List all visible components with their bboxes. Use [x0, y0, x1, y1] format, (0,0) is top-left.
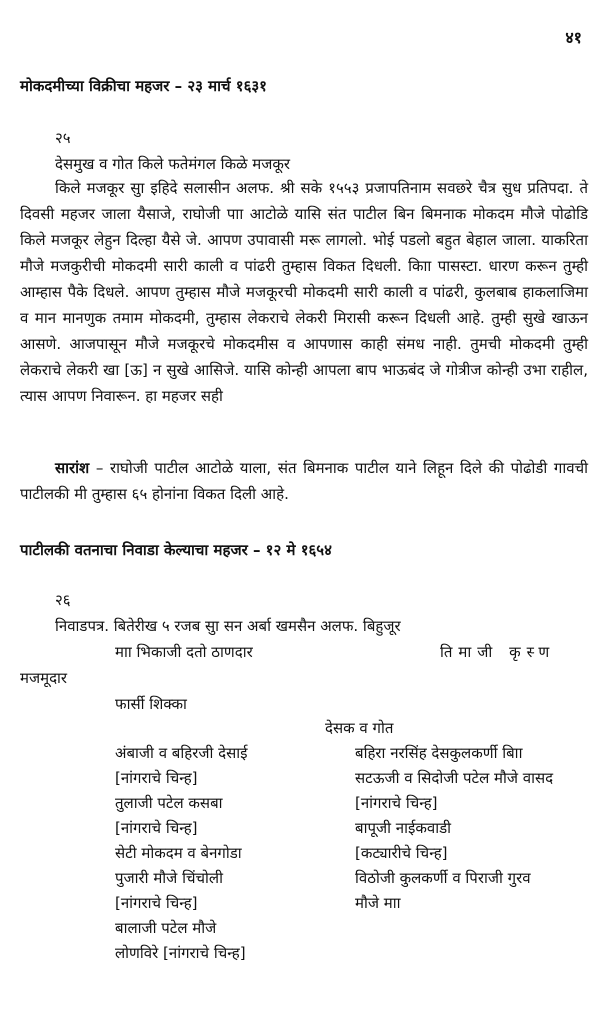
nivadpatra-line: निवाडपत्र. बितेरीख ५ रजब सुा सन अर्बा खमसैन अलफ. बिहुजूर	[55, 617, 401, 635]
right-signatory: [कट्यारीचे चिन्ह]	[355, 844, 448, 862]
summary-label: सारांश	[55, 459, 90, 477]
official-name-right: तिमाजी कृस्ण	[440, 643, 556, 661]
left-signatory: बालाजी पटेल मौजे	[115, 919, 217, 937]
body-text: किले मजकूर सुा इहिदे सलासीन अलफ. श्री सके १५५३ प्रजापतिनाम सवछरे चैत्र सुध प्रतिपदा. ते दिवसी महजर जाला यैसाजे, राघोजी पाा आटोळे यासि संत पाटील बिन बिमनाक मोकदम मौजे पोढोडि किले मजकूर लेहुन दिल्हा यैसे जे. आपण उपावासी मरू लागलो. भोई पडलो बहुत बेहाल जाला. याकरिता मौजे मजकुरीची मोकदमी सारी काली व पांढरी तुम्हास विकत दिधली. किाा पासस्टा. धारण करून तुम्ही आम्हास पैके दिधले. आपण तुम्हास मौजे मजकूरची मोकदमी सारी काली व पांढरी, कुलबाब हाकलाजिमा व मान मानणुक तमाम मोकदमी, तुम्हास लेकराचे लेकरी मिरासी करून दिधली आहे. तुम्ही सुखे खाऊन आसणे. आजपासून मौजे मजकूरचे मोकदमीस व आपणास काही संमध नाही. तुमची मोकदमी तुम्ही लेकराचे लेकरी खा [ऊ] न सुखे आसिजे. यासि कोन्ही आपला बाप भाऊबंद जे गोत्रीज कोन्ही उभा राहील, त्यास आपण निवारून. हा महजर सही	[20, 179, 588, 405]
right-signatory: मौजे माा	[355, 894, 401, 912]
left-signatory: अंबाजी व बहिरजी देसाई	[115, 744, 248, 762]
document-body-paragraph	[20, 175, 588, 409]
official-title: मजमूदार	[20, 669, 68, 687]
document-number-25: २५	[55, 129, 71, 147]
left-signatory: सेटी मोकदम व बेनगोडा	[115, 844, 242, 862]
right-signatory: सटऊजी व सिदोजी पटेल मौजे वासद	[355, 769, 554, 787]
summary-text: – राघोजी पाटील आटोळे याला, संत बिमनाक पाटील याने लिहून दिले की पोढोडी गावची पाटीलकी मी तुम्हास ६५ होनांना विकत दिली आहे.	[20, 459, 588, 503]
persian-seal-label: फार्सी शिक्का	[115, 695, 187, 713]
right-signatory: विठोजी कुलकर्णी व पिराजी गुरव	[355, 869, 531, 887]
left-signatory: [नांगराचे चिन्ह]	[115, 819, 198, 837]
document-subtitle: देसमुख व गोत किले फतेमंगल किळे मजकूर	[55, 155, 291, 173]
left-signatory: तुलाजी पटेल कसबा	[115, 794, 223, 812]
left-signatory: लोणविरे [नांगराचे चिन्ह]	[115, 944, 246, 962]
section-heading-1: मोकदमीच्या विक्रीचा महजर – २३ मार्च १६३१	[20, 77, 267, 95]
left-signatory: [नांगराचे चिन्ह]	[115, 769, 198, 787]
right-signatory: बहिरा नरसिंह देसकुलकर्णी बिाा	[355, 744, 523, 762]
right-signatory: [नांगराचे चिन्ह]	[355, 794, 438, 812]
official-name-left: माा भिकाजी दतो ठाणदार	[115, 643, 253, 661]
left-signatory: [नांगराचे चिन्ह]	[115, 894, 198, 912]
right-signatory: बापूजी नाईकवाडी	[355, 819, 451, 837]
document-number-26: २६	[55, 591, 71, 609]
summary-paragraph	[20, 455, 588, 507]
left-signatory: पुजारी मौजे चिंचोली	[115, 869, 223, 887]
deshak-gote-header: देसक व गोत	[325, 719, 394, 737]
page-number: ४१	[565, 28, 582, 47]
section-heading-2: पाटीलकी वतनाचा निवाडा केल्याचा महजर – १२ मे १६५४	[20, 541, 332, 559]
